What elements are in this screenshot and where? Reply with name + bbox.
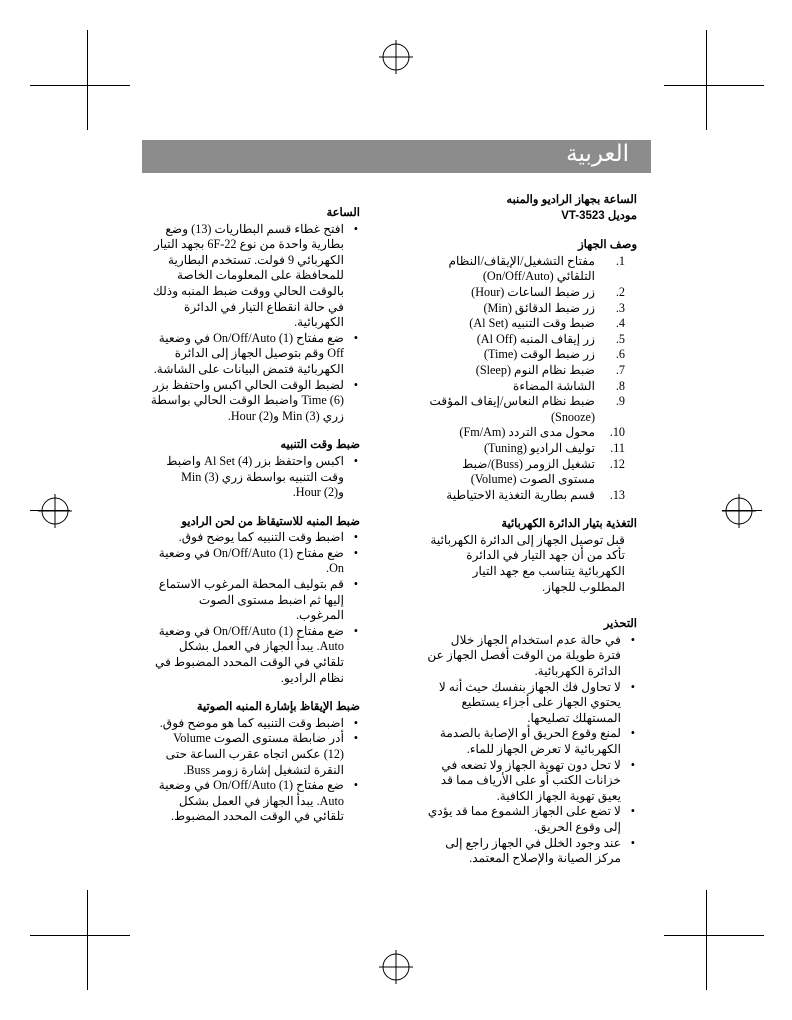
registration-mark-right-icon bbox=[722, 494, 756, 528]
description-item-number: 6. bbox=[615, 347, 625, 362]
list-item: • لا تحاول فك الجهاز بنفسك حيث أنه لا يحتوي الجهاز على أجزاء يستطيع المستهلك تصليحها. bbox=[427, 680, 637, 727]
description-item bbox=[427, 394, 637, 425]
warning-heading: التحذير bbox=[603, 618, 637, 631]
alarm-set-list bbox=[150, 454, 360, 501]
power-section bbox=[427, 517, 637, 595]
description-item bbox=[427, 301, 637, 317]
crop-mark-bottom-left-horizontal bbox=[30, 935, 130, 936]
description-item bbox=[427, 316, 637, 332]
description-item-text: زر ضبط الساعات (Hour) bbox=[471, 284, 595, 299]
right-column bbox=[427, 193, 637, 867]
left-column bbox=[150, 206, 360, 825]
list-item: • أدر ضابطة مستوى الصوت Volume (12) عكس اتجاه عقرب الساعة حتى النقرة لتشغيل إشارة زومر Buss. bbox=[150, 731, 360, 778]
description-item-text: ضبط نظام النوم (Sleep) bbox=[475, 362, 595, 377]
list-item: • عند وجود الخلل في الجهاز راجع إلى مركز الصيانة والإصلاح المعتمد. bbox=[427, 836, 637, 867]
description-item-text: توليف الراديو (Tuning) bbox=[483, 440, 595, 455]
description-item-number: 1. bbox=[615, 253, 625, 268]
description-item-text: زر إيقاف المنبه (Al Off) bbox=[476, 331, 595, 346]
clock-heading: الساعة bbox=[326, 207, 360, 219]
description-item bbox=[427, 425, 637, 441]
description-item-number: 2. bbox=[615, 284, 625, 299]
list-item: • اضبط وقت التنبيه كما يوضح فوق. bbox=[150, 530, 360, 546]
list-item: • لضبط الوقت الحالي اكبس واحتفظ بزر Time (6) واضبط الوقت الحالي بواسطة زري Min (3) وHour (2). bbox=[150, 378, 360, 425]
power-text: قبل توصيل الجهاز إلى الدائرة الكهربائية تأكد من أن جهد التيار في الدائرة الكهربائية يتناسب مع جهد التيار المطلوب للجهاز. bbox=[430, 532, 625, 594]
description-item-text: تشغيل الزومر (Buss)/ضبط مستوى الصوت (Volume) bbox=[462, 456, 595, 487]
alarm-radio-heading: ضبط المنبه للاستيقاظ من لحن الراديو bbox=[181, 515, 360, 528]
alarm-buzzer-list bbox=[150, 716, 360, 825]
list-item: • افتح غطاء قسم البطاريات (13) وضع بطارية واحدة من نوع 6F-22 بجهد التيار الكهربائي 9 فولت. تستخدم البطارية للمحافظة على المعلومات الخاصة بالوقت الحالي ووقت ضبط المنبه وذلك في حالة انقطاع التيار في الدائرة الكهربائية. bbox=[150, 222, 360, 331]
list-item: • في حالة عدم استخدام الجهاز خلال فترة طويلة من الوقت أفصل الجهاز عن الدائرة الكهربائية. bbox=[427, 633, 637, 680]
list-item: • ضع مفتاح On/Off/Auto (1) في وضعية Off وقم بتوصيل الجهاز إلى الدائرة الكهربائية فتمض البيانات على الشاشة. bbox=[150, 331, 360, 378]
description-item-text: مفتاح التشغيل/الإيقاف/النظام التلقائي (On/Off/Auto) bbox=[448, 253, 595, 284]
description-item-number: 13. bbox=[609, 487, 625, 502]
description-item-text: الشاشة المضاءة bbox=[512, 378, 595, 393]
crop-mark-top-left-horizontal bbox=[30, 85, 130, 86]
description-item-text: محول مدى التردد (Fm/Am) bbox=[459, 425, 595, 440]
description-section bbox=[427, 238, 637, 503]
description-item-text: زر ضبط الوقت (Time) bbox=[483, 347, 595, 362]
description-list bbox=[427, 254, 637, 504]
description-item-number: 10. bbox=[609, 425, 625, 440]
list-item: • قم بتوليف المحطة المرغوب الاستماع إليها ثم اضبط مستوى الصوت المرغوب. bbox=[150, 577, 360, 624]
crop-mark-top-right-vertical bbox=[706, 30, 707, 130]
crop-mark-top-left-vertical bbox=[87, 30, 88, 130]
description-item bbox=[427, 254, 637, 285]
power-heading: التغذية بتيار الدائرة الكهربائية bbox=[501, 518, 637, 531]
description-item bbox=[427, 441, 637, 457]
clock-list bbox=[150, 222, 360, 425]
description-item bbox=[427, 488, 637, 504]
list-item: • لا تحل دون تهوية الجهاز ولا تضعه في خزانات الكتب أو على الأرياف مما قد يعيق تهوية الجهاز الكافية. bbox=[427, 758, 637, 805]
list-item: • لا تضع على الجهاز الشموع مما قد يؤدي إلى وقوع الحريق. bbox=[427, 804, 637, 835]
list-item: • لمنع وقوع الحريق أو الإصابة بالصدمة الكهربائية لا تعرض الجهاز للماء. bbox=[427, 726, 637, 757]
description-item-number: 11. bbox=[610, 440, 625, 455]
description-item bbox=[427, 285, 637, 301]
alarm-radio-list bbox=[150, 530, 360, 686]
description-item-number: 4. bbox=[615, 316, 625, 331]
description-item bbox=[427, 379, 637, 395]
description-item bbox=[427, 457, 637, 488]
crop-mark-bottom-right-vertical bbox=[706, 890, 707, 990]
alarm-set-section bbox=[150, 438, 360, 500]
description-item-number: 5. bbox=[615, 331, 625, 346]
crop-mark-bottom-right-horizontal bbox=[664, 935, 764, 936]
warning-list bbox=[427, 633, 637, 867]
description-item-number: 9. bbox=[615, 394, 625, 409]
list-item: • ضع مفتاح On/Off/Auto (1) في وضعية Auto. يبدأ الجهاز في العمل بشكل تلقائي في الوقت المحدد المضبوط. bbox=[150, 778, 360, 825]
description-item-text: قسم بطارية التغذية الاحتياطية bbox=[446, 487, 595, 502]
clock-section bbox=[150, 206, 360, 424]
crop-mark-bottom-left-vertical bbox=[87, 890, 88, 990]
language-banner bbox=[142, 140, 651, 173]
alarm-buzzer-section bbox=[150, 700, 360, 825]
description-item bbox=[427, 332, 637, 348]
description-item-number: 12. bbox=[609, 456, 625, 471]
registration-mark-bottom-icon bbox=[379, 950, 413, 984]
language-title: العربية bbox=[566, 141, 629, 167]
description-heading: وصف الجهاز bbox=[578, 239, 637, 252]
description-item-text: زر ضبط الدقائق (Min) bbox=[483, 300, 595, 315]
model-number: موديل VT-3523 bbox=[561, 209, 637, 222]
list-item: • ضع مفتاح On/Off/Auto (1) في وضعية On. bbox=[150, 546, 360, 577]
alarm-radio-section bbox=[150, 515, 360, 687]
description-item-number: 8. bbox=[615, 378, 625, 393]
list-item: • اضبط وقت التنبيه كما هو موضح فوق. bbox=[150, 716, 360, 732]
description-item bbox=[427, 363, 637, 379]
crop-mark-top-right-horizontal bbox=[664, 85, 764, 86]
warning-section bbox=[427, 617, 637, 867]
list-item: • اكبس واحتفظ بزر Al Set (4) واضبط وقت التنبيه بواسطة زري Min (3) وHour (2). bbox=[150, 454, 360, 501]
list-item: • ضع مفتاح On/Off/Auto (1) في وضعية Auto. يبدأ الجهاز في العمل بشكل تلقائي في الوقت المحدد المضبوط في نظام الراديو. bbox=[150, 624, 360, 686]
alarm-set-heading: ضبط وقت التنبيه bbox=[280, 439, 360, 452]
registration-mark-top-icon bbox=[379, 40, 413, 74]
registration-mark-left-icon bbox=[38, 494, 72, 528]
alarm-buzzer-heading: ضبط الإيقاظ بإشارة المنبه الصوتية bbox=[196, 701, 360, 714]
description-item-text: ضبط نظام النعاس/إيقاف المؤقت (Snooze) bbox=[429, 394, 595, 424]
description-item bbox=[427, 347, 637, 363]
description-item-number: 7. bbox=[615, 362, 625, 377]
description-item-text: ضبط وقت التنبيه (Al Set) bbox=[469, 316, 595, 331]
intro-title: الساعة بجهاز الراديو والمنبه bbox=[506, 194, 637, 206]
description-item-number: 3. bbox=[615, 300, 625, 315]
